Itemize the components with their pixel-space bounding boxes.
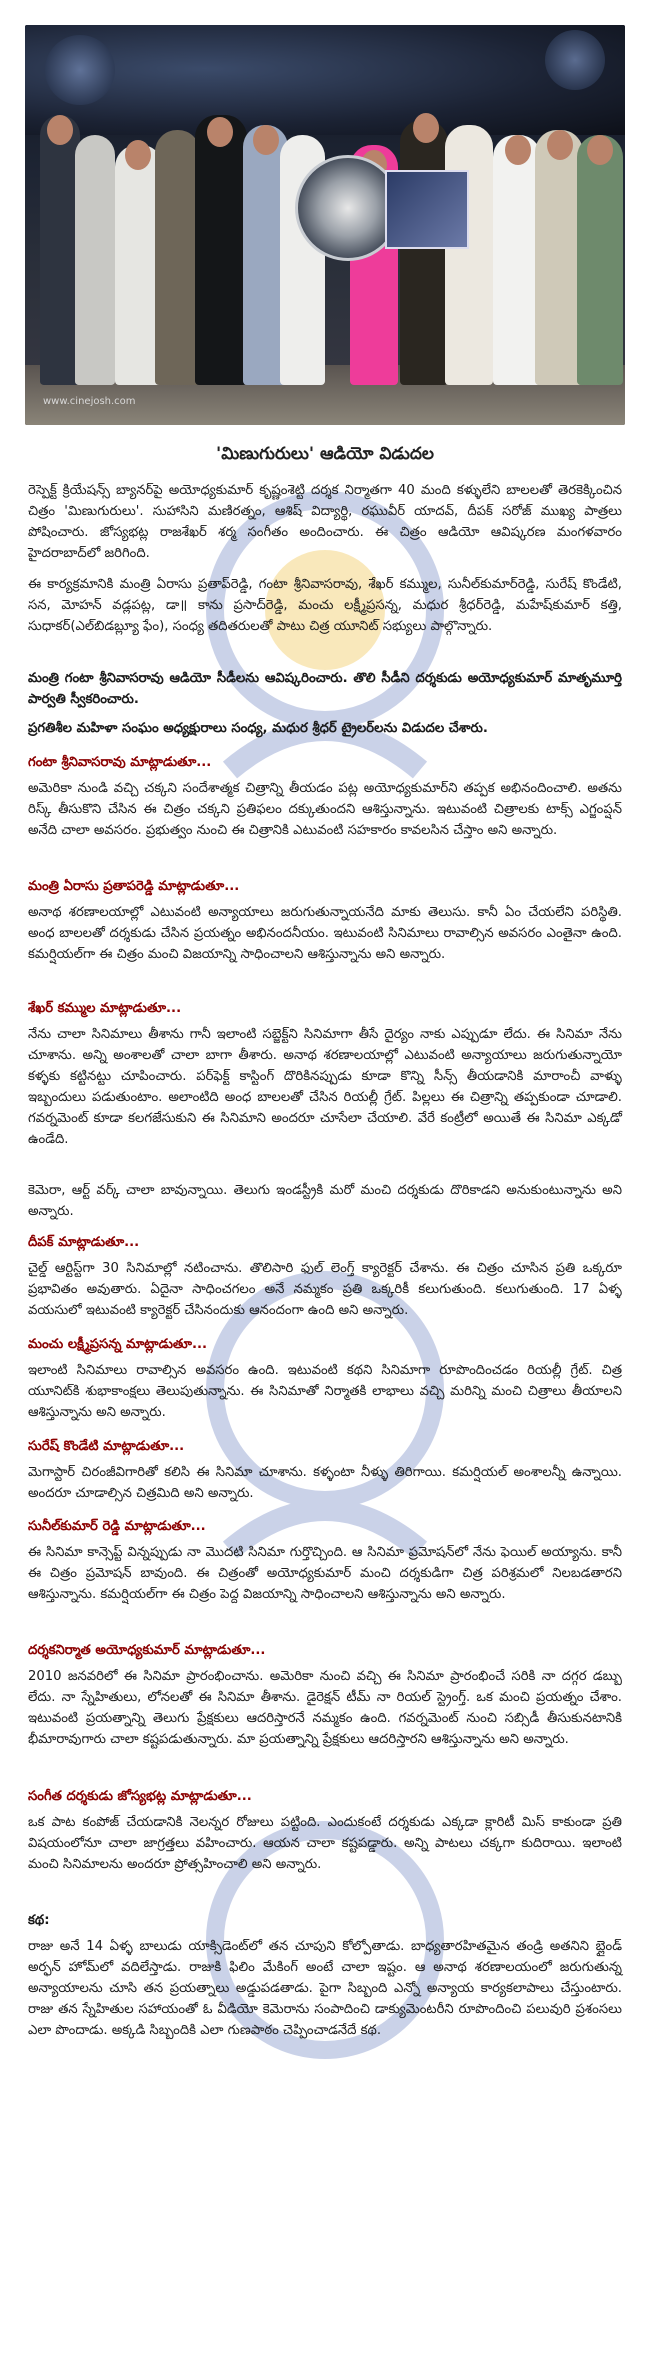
guests-paragraph: ఈ కార్యక్రమానికి మంత్రి ఏరాసు ప్రతాప్‌రెడ్డి, గంటా శ్రీనివాసరావు, శేఖర్ కమ్ముల, సునీల్‌కుమార్‌రెడ్డి, సురేష్ కొండేటి, సన, మోహన్ వడ్లపట్ల, డా॥ కాను ప్రసాద్‌రెడ్డి, మంచు లక్ష్మీప్రసన్న, మధుర శ్రీధర్‌రెడ్డి, మహేష్‌కుమార్ కత్తి, సుధాకర్(ఎల్‌బిడబ్ల్యూ ఫేం), సంధ్య తదితరులతో పాటు చిత్ర యూనిట్ సభ్యులు పాల్గొన్నారు. <box>28 577 622 634</box>
section-text: అనాథ శరణాలయాల్లో ఎటువంటి అన్యాయాలు జరుగుతున్నాయనేది మాకు తెలుసు. కానీ ఏం చేయలేని పరిస్థితి. అంధ బాలలతో దర్శకుడు చేసిన ప్రయత్నం అభినందనీయం. ఇటువంటి సినిమాలు రావాల్సిన అవసరం ఎంతైనా ఉంది. కమర్షియల్‌గా ఈ చిత్రం మంచి విజయాన్ని సాధించాలని ఆశిస్తున్నాను అని అన్నారు. <box>28 905 622 962</box>
person <box>493 135 541 385</box>
person <box>40 115 80 385</box>
section-text: రాజు అనే 14 ఏళ్ళ బాలుడు యాక్సిడెంట్‌లో తన చూపుని కోల్పోతాడు. బాధ్యతారహితమైన తండ్రి అతనిని బ్లైండ్ అర్ఫన్ హోమ్‌లో వదిలేస్తాడు. రాజుకి ఫిలిం మేకింగ్ అంటే చాలా ఇష్టం. ఆ అనాథ శరణాలయంలో జరుగుతున్న అన్యాయాలను చూసి తన ప్రయత్నాలు అడ్డుపడతాడు. పైగా సిబ్బంది ఎన్నో అన్యాయ కార్యకలాపాలు చేస్తుంటారు. రాజు తన స్నేహితుల సహాయంతో ఓ వీడియో కెమెరాను సంపాదించి డాక్యుమెంటరీని రూపొందించి పలువురి ప్రశంసలు ఎలా పొందాడు. అక్కడి సిబ్బందికి ఎలా గుణపాఠం చెప్పించాడనేదే కథ. <box>28 1939 622 2038</box>
section-heading: దీపక్ మాట్లాడుతూ... <box>28 1235 140 1250</box>
intro-paragraph: రెస్పెక్ట్ క్రియేషన్స్ బ్యానర్‌పై అయోధ్యకుమార్ కృష్ణంశెట్టి దర్శక నిర్మాతగా 40 మంది కళ్ళులేని బాలలతో తెరకెక్కించిన చిత్రం 'మిణుగురులు'. సుహాసిని మణిరత్నం, ఆశిష్ విద్యార్థి, రఘువీర్ యాదవ్, దీపక్ సరోజ్ ముఖ్య పాత్రలు పోషించారు. జోస్యభట్ల రాజశేఖర్ శర్మ సంగీతం అందించారు. ఈ చిత్రం ఆడియో ఆవిష్కరణ మంగళవారం హైదరాబాద్‌లో జరిగింది. <box>28 483 622 561</box>
section-heading: శేఖర్ కమ్ముల మాట్లాడుతూ... <box>28 1001 182 1016</box>
stage-backdrop <box>25 25 625 135</box>
head <box>547 130 573 160</box>
section-text: మెగాస్టార్ చిరంజీవిగారితో కలిసి ఈ సినిమా చూశాను. కళ్ళంటా నీళ్ళు తిరిగాయి. కమర్షియల్ అంశాలన్నీ ఉన్నాయి. అందరూ చూడాల్సిన చిత్రమిది అని అన్నారు. <box>28 1465 622 1501</box>
trailer-paragraph: ప్రగతిశీల మహిళా సంఘం అధ్యక్షురాలు సంధ్య, మధుర శ్రీధర్ ట్రైలర్‌లను విడుదల చేశారు. <box>28 721 488 736</box>
person <box>75 135 115 385</box>
head <box>207 117 233 147</box>
stage-banner <box>45 35 115 105</box>
section-heading: మంత్రి ఏరాసు ప్రతాపరెడ్డి మాట్లాడుతూ... <box>28 879 240 894</box>
head <box>253 125 279 155</box>
head <box>125 140 151 170</box>
person <box>445 125 493 385</box>
person <box>400 120 448 385</box>
section-text: చైల్డ్ ఆర్టిస్ట్‌గా 30 సినిమాల్లో నటించాను. తొలిసారి ఫుల్ లెంగ్త్ క్యారెక్టర్ చేశాను. ఈ చిత్రం చూసిన ప్రతి ఒక్కరూ ప్రభావితం అవుతారు. ఏదైనా సాధించగలం అనే నమ్మకం ప్రతి ఒక్కరికీ కలుగుతుంది. కలుగుతుంది. 17 ఏళ్ళ వయసులో ఇటువంటి క్యారెక్టర్ చేసినందుకు ఆనందంగా ఉంది అని అన్నారు. <box>28 1261 622 1318</box>
head <box>47 115 73 145</box>
section-heading: కథ: <box>28 1913 50 1928</box>
cd-launch-paragraph: మంత్రి గంటా శ్రీనివాసరావు ఆడియో సీడీలను ఆవిష్కరించారు. తొలి సీడీని దర్శకుడు అయోధ్యకుమార్ మాతృమూర్తి పార్వతి స్వీకరించారు. <box>28 671 622 707</box>
section-text: ఈ సినిమా కాన్సెప్ట్ విన్నప్పుడు నా మొదటి సినిమా గుర్తొచ్చింది. ఆ సినిమా ప్రమోషన్‌లో నేను ఫెయిల్ అయ్యాను. కానీ ఈ చిత్రం ప్రమోషన్ బావుంది. ఈ చిత్రంతో అయోధ్యకుమార్ మంచి దర్శకుడిగా చిత్ర పరిశ్రమలో నిలబడతారని ఆశిస్తున్నాను. కమర్షియల్‌గా ఈ చిత్రం పెద్ద విజయాన్ని సాధించాలని ఆశిస్తున్నాను అని అన్నారు. <box>28 1545 622 1602</box>
album-poster <box>385 170 469 249</box>
section-heading: సునీల్‌కుమార్ రెడ్డి మాట్లాడుతూ... <box>28 1519 206 1534</box>
person <box>155 130 200 385</box>
section-text: నేను చాలా సినిమాలు తీశాను గానీ ఇలాంటి సబ్జెక్ట్‌ని సినిమాగా తీసే దైర్యం నాకు ఎప్పుడూ లేదు. ఈ సినిమా నేను చూశాను. అన్ని అంశాలతో చాలా బాగా తీశారు. అనాథ శరణాలయాల్లో ఎటువంటి అన్యాయాలు జరుగుతున్నాయో కళ్ళకు కట్టినట్టు చూపించారు. పర్‌ఫెక్ట్ కాస్టింగ్ దొరికినప్పుడు కూడా కొన్ని సీన్స్ తీయడానికి మారాంచీ వాళ్ళు ఇబ్బందులు పడుతుంటాం. అలాంటిది అంధ బాలలతో చేసిన రియల్లీ గ్రేట్. పిల్లలు ఈ చిత్రాన్ని తప్పకుండా చూడాలి. గవర్నమెంట్ కూడా కలగజేసుకుని ఈ సినిమాని అందరూ చూసేలా చేయాలి. వేరే కంట్రీలో అయితే ఈ సినిమా ఎక్కడో ఉండేది. <box>28 1027 622 1147</box>
person <box>195 115 247 385</box>
section-text: ఒక పాట కంపోజ్ చేయడానికి నెలన్నర రోజులు పట్టింది. ఎందుకంటే దర్శకుడు ఎక్కడా క్లారిటీ మిస్ కాకుండా ప్రతి విషయంలోనూ చాలా జాగ్రత్తలు వహించారు. ఆయన చాలా కష్టపడ్డారు. అన్ని పాటలు చక్కగా కుదిరాయి. ఇలాంటి మంచి సినిమాలను అందరూ ప్రోత్సహించాలి అని అన్నారు. <box>28 1815 622 1872</box>
section-heading: గంటా శ్రీనివాసరావు మాట్లాడుతూ... <box>28 755 212 770</box>
stage-banner <box>545 30 605 90</box>
section-heading: దర్శకనిర్మాత అయోధ్యకుమార్ మాట్లాడుతూ... <box>28 1643 266 1658</box>
head <box>587 135 613 165</box>
section-heading: సురేష్ కొండేటి మాట్లాడుతూ... <box>28 1439 185 1454</box>
section-text: కెమెరా, ఆర్ట్ వర్క్ చాలా బావున్నాయి. తెలుగు ఇండస్ట్రీకి మరో మంచి దర్శకుడు దొరికాడని అనుకుంటున్నాను అని అన్నారు. <box>28 1183 622 1219</box>
section-heading: సంగీత దర్శకుడు జోస్యభట్ల మాట్లాడుతూ... <box>28 1789 252 1804</box>
photo-watermark: www.cinejosh.com <box>43 396 136 407</box>
section-text: అమెరికా నుండి వచ్చి చక్కని సందేశాత్మక చిత్రాన్ని తీయడం పట్ల అయోధ్యకుమార్‌ని తప్పక అభినందించాలి. అతను రిస్క్ తీసుకొని చేసిన ఈ చిత్రం చక్కని ప్రతిఫలం దక్కుతుందని ఆశిస్తున్నాను. ఇటువంటి చిత్రాలకు టాక్స్ ఎగ్జంప్షన్ అనేది చాలా అవసరం. ప్రభుత్వం నుంచి ఈ చిత్రానికి ఎటువంటి సహకారం కావలసిన చేస్తాం అని అన్నారు. <box>28 781 622 838</box>
head <box>505 135 531 165</box>
event-photo <box>25 25 625 425</box>
section-heading: మంచు లక్ష్మీప్రసన్న మాట్లాడుతూ... <box>28 1337 208 1352</box>
section-text: 2010 జనవరిలో ఈ సినిమా ప్రారంభించాను. అమెరికా నుంచి వచ్చి ఈ సినిమా ప్రారంభించే సరికి నా దగ్గర డబ్బు లేదు. నా స్నేహితులు, లోనలతో ఈ సినిమా తీశాను. డైరెక్షన్ టీమ్ నా రియల్ స్ట్రెంగ్త్. ఒక మంచి ప్రయత్నం చేశాం. ఇటువంటి ప్రయత్నాన్ని తెలుగు ప్రేక్షకులు ఆదరిస్తారనే నమ్మకం ఉంది. గవర్నమెంట్ నుంచి సబ్సిడీ తీసుకునటానికి భీమారావుగారు చాలా కష్టపడుతున్నారు. మా ప్రయత్నాన్ని ప్రేక్షకులు ఆదరిస్తారని ఆశిస్తున్నాను అని అన్నారు. <box>28 1669 622 1747</box>
head <box>413 113 439 143</box>
article-title: 'మిణుగురులు' ఆడియో విడుదల <box>216 444 434 464</box>
person <box>535 130 583 385</box>
section-text: ఇలాంటి సినిమాలు రావాల్సిన అవసరం ఉంది. ఇటువంటి కథని సినిమాగా రూపొందించడం రియల్లీ గ్రేట్. చిత్ర యూనిట్‌కి శుభాకాంక్షలు తెలుపుతున్నాను. ఈ సినిమాతో నిర్మాతకి లాభాలు వచ్చి మరిన్ని మంచి చిత్రాలు తీయాలని ఆశిస్తున్నాను అని అన్నారు. <box>28 1363 622 1420</box>
person <box>577 135 623 385</box>
